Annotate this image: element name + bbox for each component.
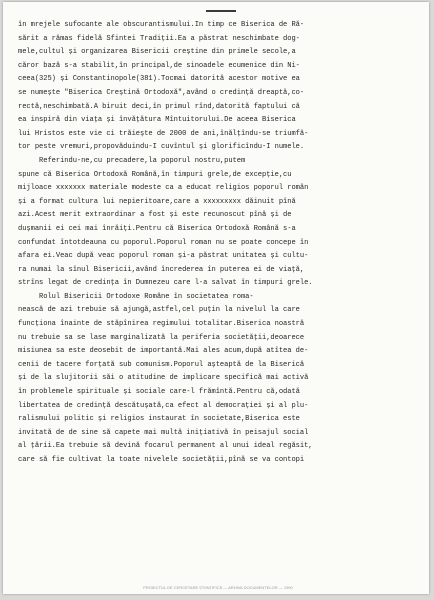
- document-page: [3, 2, 429, 594]
- text-line: lui Hristos este vie ci trăiește de 2000 de ani,înălțîndu-se triumfă-: [18, 129, 309, 138]
- text-line: ralismului politic și religios instaurat în societate,Biserica este: [18, 415, 300, 424]
- text-line: mijloace xxxxxxx materiale modeste ca a educat religios poporul român: [18, 184, 309, 193]
- text-line: în mrejele sufocante ale obscurantismului.In timp ce Biserica de Ră-: [18, 21, 305, 29]
- text-line: sărit a rămas fidelă Sfintei Tradiții.Ea a păstrat neschimbate dog-: [18, 34, 300, 43]
- text-line: mele,cultul și organizarea Bisericii creștine din primele secole,a: [18, 48, 296, 57]
- text-line: dușmanii ei cei mai înrăiți.Pentru că Biserica Ortodoxă Română s-a: [18, 224, 296, 233]
- text-line: nească de azi trebuie să ajungă,astfel,cel puțin la nivelul la care: [18, 306, 300, 315]
- text-line: funcționa înainte de stăpînirea regimului totalitar.Biserica noastră: [18, 320, 305, 329]
- text-line: Referindu-ne,cu precadere,la poporul nostru,putem: [18, 156, 246, 165]
- text-line: în problemele spirituale și sociale care-l frămîntă.Pentru că,odată: [18, 388, 300, 397]
- text-line: afara ei.Veac după veac poporul roman și-a păstrat unitatea și cultu-: [18, 252, 309, 261]
- document-body: [18, 19, 428, 468]
- text-line: nu trebuie sa se lase marginalizată la periferia societății,deoarece: [18, 333, 305, 342]
- text-line: spune că Biserica Ortodoxă Română,în timpuri grele,de excepție,cu: [18, 170, 292, 179]
- archive-footer: PROIECTUL DE CERCETARE ȘTIINȚIFICĂ — ARHIVA DOCUMENTELOR — 1990: [143, 585, 293, 590]
- text-line: ra numai la sînul Bisericii,având încrederea în puterea ei de viață,: [18, 265, 305, 274]
- text-line: care să fie cultivat la toate nivelele societății,pînă se va contopi: [18, 456, 305, 464]
- text-line: confundat întotdeauna cu poporul.Poporul roman nu se poate concepe în: [18, 238, 309, 247]
- page-marker: [206, 10, 236, 12]
- text-line: Rolul Bisericii Ortodoxe Române în societatea roma-: [18, 292, 254, 301]
- text-line: cenii de tacere forțată sub comunism.Poporul așteaptă de la Biserică: [18, 360, 305, 369]
- text-line: și a format cultura lui nepieritoare,care a xxxxxxxxx dăinuit pînă: [18, 197, 296, 206]
- text-line: și de la slujitorii săi o atitudine de implicare specifică mai activă: [18, 374, 309, 383]
- text-line: rectă,neschimbată.A biruit deci,în primul rînd,datorită faptului că: [18, 102, 300, 111]
- text-line: invitată de de sine să capete mai multă inițiativă în peisajul social: [18, 428, 309, 437]
- text-line: azi.Acest merit extraordinar a fost și este recunoscut pînă și de: [18, 211, 292, 220]
- text-line: misiunea sa este deosebit de importantă.Mai ales acum,după atîtea de-: [18, 347, 309, 356]
- text-line: ceea(325) și Constantinopole(381).Tocmai datorită acestor motive ea: [18, 75, 300, 84]
- text-line: al țării.Ea trebuie să devină focarul permanent al unui ideal regăsit,: [18, 442, 313, 451]
- text-line: tor peste vremuri,propovăduindu-I cuvîntul și glorificîndu-I numele.: [18, 143, 305, 152]
- text-line: strîns legat de credința în Dumnezeu care l-a salvat în timpuri grele.: [18, 279, 313, 288]
- text-line: ea inspiră din viața și învățătura Mîntuitorului.De aceea Biserica: [18, 116, 296, 125]
- text-line: se numește "Biserica Creștină Ortodoxă",având o credință dreaptă,co-: [18, 88, 305, 97]
- text-line: libertatea de credință descătușată,ca efect al democrației și al plu-: [18, 401, 309, 410]
- text-line: căror bază s-a stabilit,în principal,de sinoadele ecumenice din Ni-: [18, 61, 300, 70]
